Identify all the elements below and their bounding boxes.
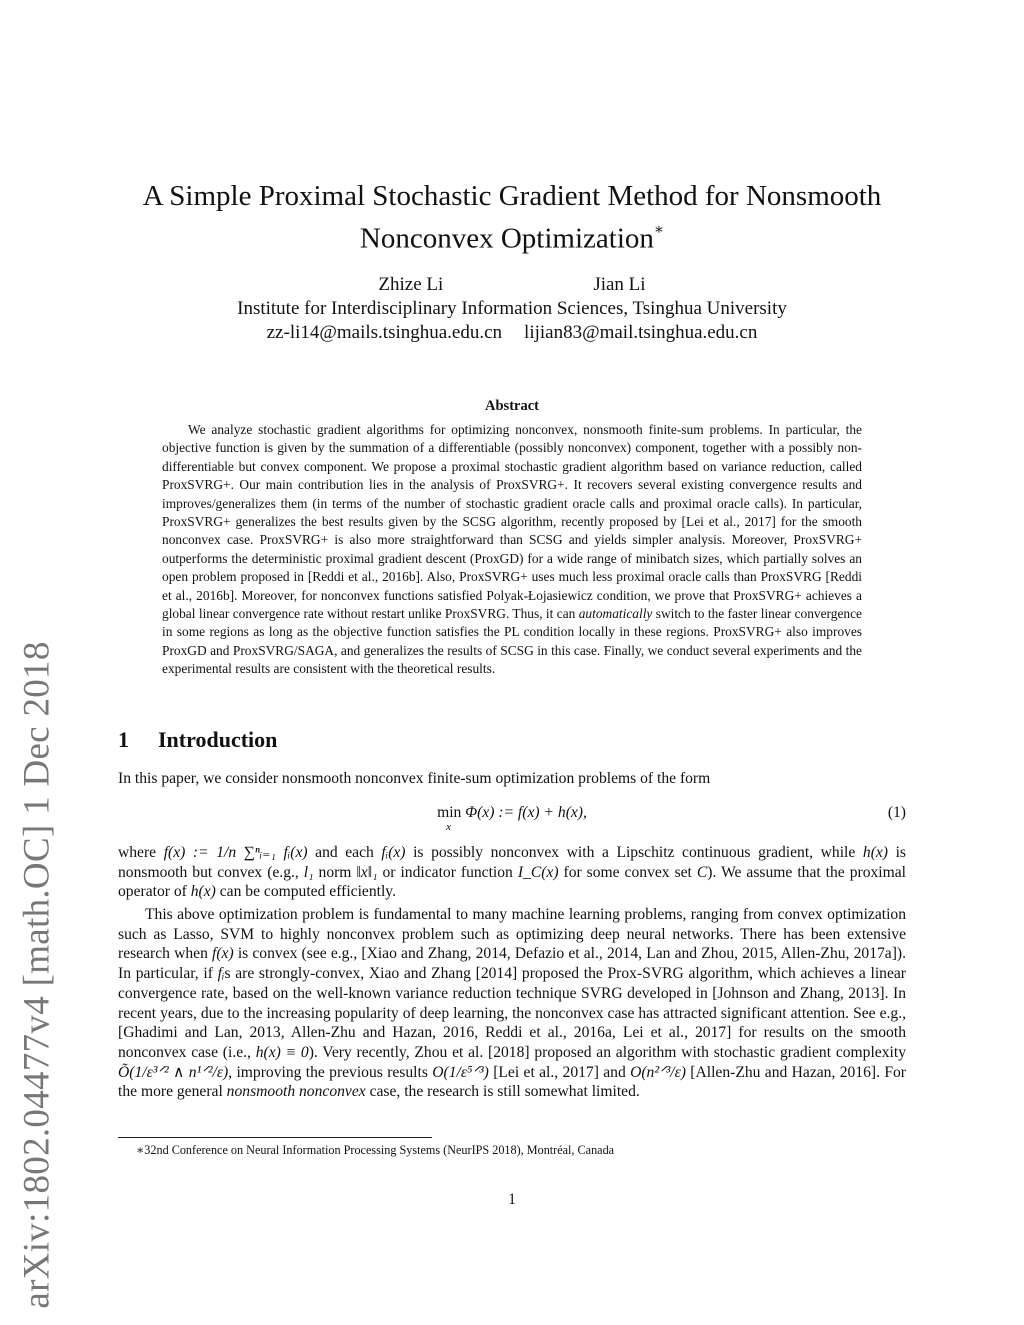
title-line-2: Nonconvex Optimization (359, 222, 654, 255)
math-inline: O(1/ε⁵ᐟ³) (432, 1063, 489, 1081)
math-inline: fᵢ (217, 965, 225, 983)
arxiv-identifier: arXiv:1802.04477v4 [math.OC] 1 Dec 2018 (16, 641, 58, 1309)
arxiv-stamp (13, 330, 61, 1309)
intro-paragraph-3: This above optimization problem is fundamental to many machine learning problems, ranging from convex optimization such as Lasso, SVM to highly nonconvex problem such as optimizing deep neural networks. There has been extensive research when f(x) is convex (see e.g., [Xiao and Zhang, 2014, Defazio et al., 2014, Lan and Zhou, 2015, Allen-Zhu, 2017a]). In particular, if fᵢs are strongly-convex, Xiao and Zhang [2014] proposed the Prox-SVRG algorithm, which achieves a linear convergence rate, based on the well-known variance reduction technique SVRG developed in [Johnson and Zhang, 2013]. In recent years, due to the increasing popularity of deep learning, the nonconvex case has attracted significant attention. See e.g., [Ghadimi and Lan, 2013, Allen-Zhu and Hazan, 2016, Reddi et al., 2016a, Lei et al., 2017] for results on the smooth nonconvex case (i.e., h(x) ≡ 0). Very recently, Zhou et al. [2018] proposed an algorithm with stochastic gradient complexity Õ(1/ε³ᐟ² ∧ n¹ᐟ²/ε), improving the previous results O(1/ε⁵ᐟ³) [Lei et al., 2017] and O(n²ᐟ³/ε) [Allen-Zhu and Hazan, 2016]. For the more general nonsmooth nonconvex case, the research is still somewhat limited. (118, 906, 907, 1101)
math-inline: fᵢ(x) (381, 844, 406, 861)
abstract-text: We analyze stochastic gradient algorithms for optimizing nonconvex, nonsmooth finite-sum problems. In particular, the objective function is given by the summation of a differentiable (possibly nonconvex) component, together with a possibly non-differentiable but convex component. We propose a proximal stochastic gradient algorithm based on variance reduction, called ProxSVRG+. Our main contribution lies in the analysis of ProxSVRG+. It recovers several existing convergence results and improves/generalizes them (in terms of the number of stochastic gradient oracle calls and proximal oracle calls). In particular, ProxSVRG+ generalizes the best results given by the SCSG algorithm, recently proposed by [Lei et al., 2017] for the smooth nonconvex case. ProxSVRG+ is also more straightforward than SCSG and yields simpler analysis. Moreover, ProxSVRG+ outperforms the deterministic proximal gradient descent (ProxGD) for a wide range of minibatch sizes, which partially solves an open problem proposed in [Reddi et al., 2016b]. Also, ProxSVRG+ uses much less proximal oracle calls than ProxSVRG [Reddi et al., 2016b]. Moreover, for nonconvex functions satisfied Polyak-Łojasiewicz condition, we prove that ProxSVRG+ achieves a global linear convergence rate without restart unlike ProxSVRG. Thus, it can automatically switch to the faster linear convergence in some regions as long as the objective function satisfies the PL condition locally in these regions. ProxSVRG+ also improves ProxGD and ProxSVRG/SAGA, and generalizes the results of SCSG in this case. Finally, we conduct several experiments and the experimental results are consistent with the theoretical results. (162, 422, 862, 677)
title-line-1: A Simple Proximal Stochastic Gradient Method for Nonsmooth (142, 180, 882, 212)
math-inline: f(x) (212, 945, 234, 963)
paper-title (118, 178, 906, 258)
page-number: 1 (508, 1191, 516, 1208)
math-inline: C (696, 863, 708, 881)
math-inline: h(x) ≡ 0 (255, 1043, 309, 1061)
equation-number: (1) (887, 804, 906, 821)
math-inline: I_C(x) (517, 863, 559, 881)
author-name: Jian Li (593, 274, 646, 295)
math-inline: ‖x‖₁ (356, 863, 378, 881)
section-number: 1 (118, 727, 129, 752)
author-name: Zhize Li (378, 274, 444, 295)
author-affiliation: Institute for Interdisciplinary Information Sciences, Tsinghua University (237, 298, 787, 319)
section-title: Introduction (158, 727, 278, 752)
equation-1 (118, 800, 906, 834)
footnote: ∗32nd Conference on Neural Information Processing Systems (NeurIPS 2018), Montréal, Canada (136, 1143, 615, 1157)
equation-min: min x (437, 804, 462, 833)
math-inline: O(n²ᐟ³/ε) (630, 1063, 686, 1081)
footnote-rule (118, 1137, 432, 1138)
math-inline: f(x) := 1/n ∑ⁿᵢ₌₁ fᵢ(x) (163, 844, 308, 861)
author-email: zz-li14@mails.tsinghua.edu.cn (266, 322, 503, 343)
intro-paragraph-2: where f(x) := 1/n ∑ⁿᵢ₌₁ fᵢ(x) and each fᵢ(x) is possibly nonconvex with a Lipschitz continuous gradient, while h(x) is nonsmooth but convex (e.g., l₁ norm ‖x‖₁ or indicator function I_C(x) for some convex set C). We assume that the proximal operator of h(x) can be computed efficiently. (118, 844, 906, 901)
math-inline: h(x) (862, 844, 888, 861)
math-inline: h(x) (190, 883, 216, 901)
abstract-heading: Abstract (485, 398, 539, 414)
math-inline: Õ(1/ε³ᐟ² ∧ n¹ᐟ²/ε) (118, 1063, 229, 1081)
equation-min-subscript: x (446, 821, 451, 833)
paragraph-emphasis: nonsmooth nonconvex (226, 1083, 366, 1101)
equation-body: Φ(x) := f(x) + h(x), (461, 804, 587, 821)
math-inline: l₁ (303, 863, 314, 881)
section-heading (118, 727, 277, 753)
author-block (118, 273, 906, 345)
author-email: lijian83@mail.tsinghua.edu.cn (524, 322, 758, 343)
abstract-emphasis: automatically (578, 606, 653, 622)
title-footnote-mark: ∗ (653, 222, 665, 238)
intro-paragraph-1: In this paper, we consider nonsmooth nonconvex finite-sum optimization problems of the form (118, 770, 711, 787)
